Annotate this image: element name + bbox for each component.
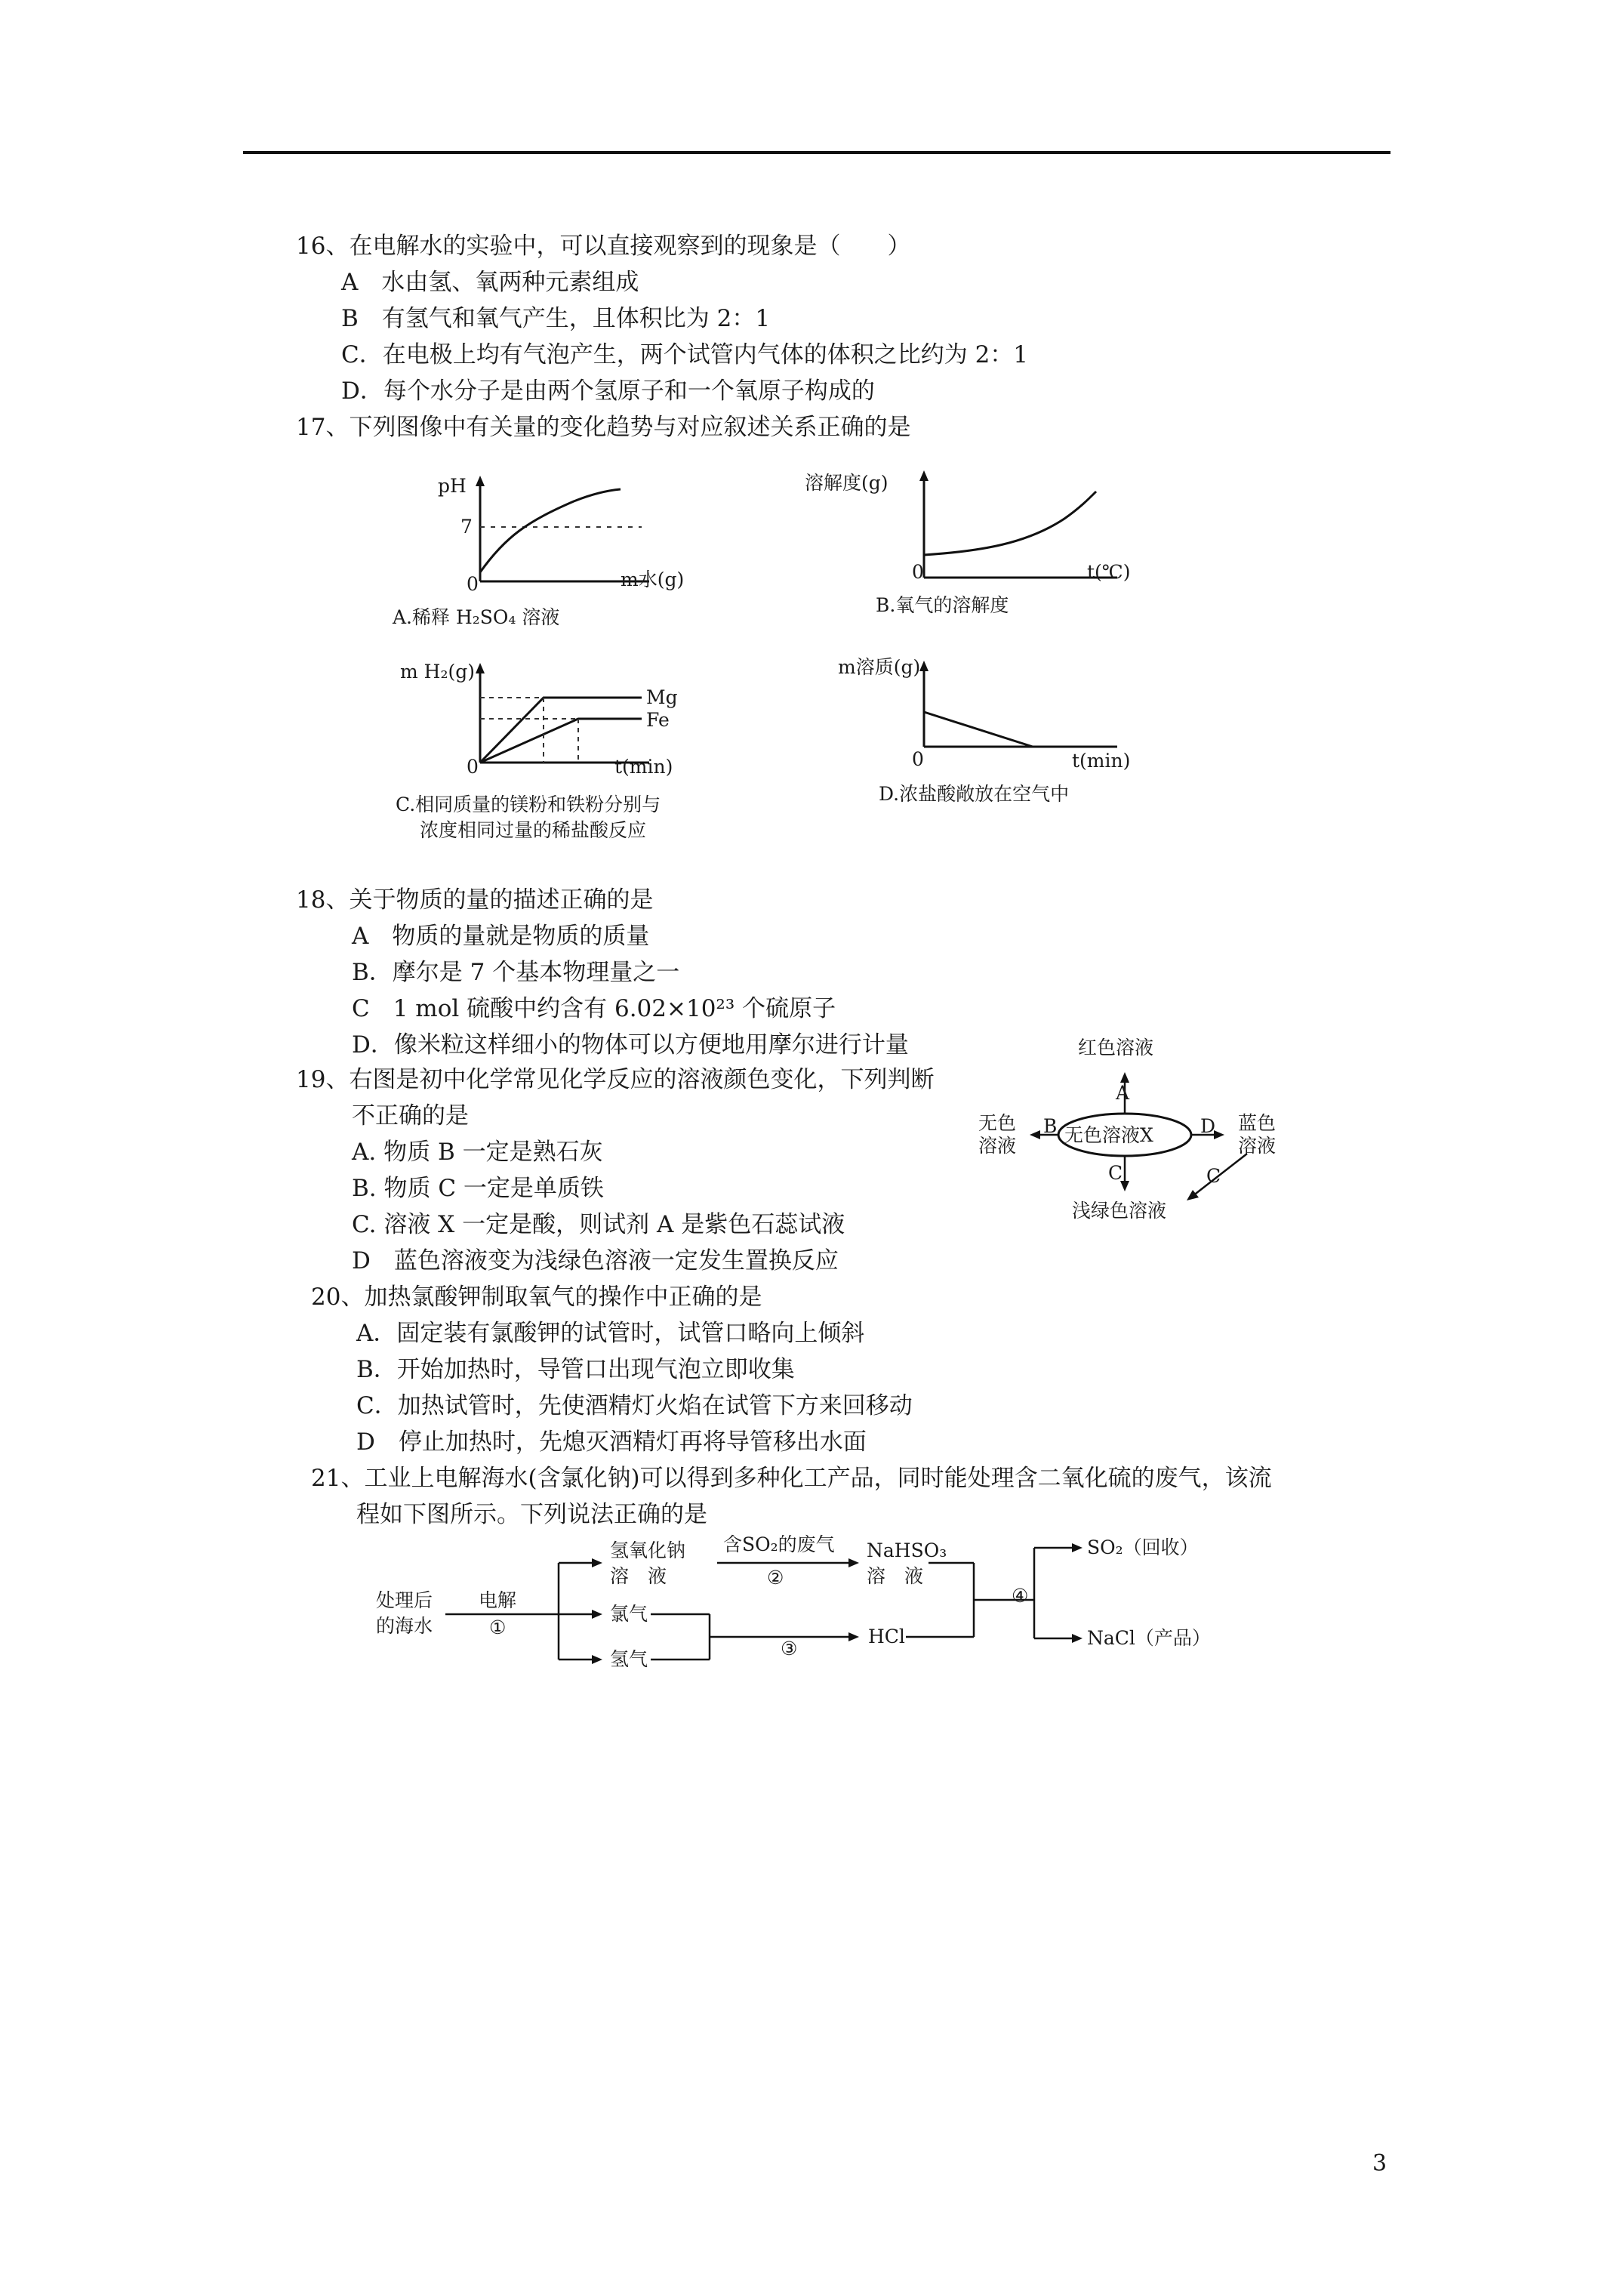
q16-option-a: A 水由氢、氧两种元素组成 xyxy=(341,269,639,296)
q19-option-b: B. 物质 C 一定是单质铁 xyxy=(352,1175,604,1202)
q20-option-a: A．固定装有氯酸钾的试管时，试管口略向上倾斜 xyxy=(356,1320,865,1347)
flow-naoh-2: 溶 液 xyxy=(610,1565,667,1587)
graph-c-origin: 0 xyxy=(467,756,479,778)
q16-option-c: C．在电极上均有气泡产生，两个试管内气体的体积之比约为 2：1 xyxy=(341,341,1029,368)
q19-stem-2: 不正确的是 xyxy=(352,1102,469,1130)
flow-so2-out: SO₂（回收） xyxy=(1087,1536,1199,1558)
diagram-top: 红色溶液 xyxy=(1078,1037,1154,1059)
flow-nahso3-2: 溶 液 xyxy=(867,1565,924,1587)
q19-option-a: A. 物质 B 一定是熟石灰 xyxy=(352,1139,603,1166)
graph-c-series-mg: Mg xyxy=(646,686,678,708)
q18-option-c: C 1 mol 硫酸中约含有 6.02×10²³ 个硫原子 xyxy=(352,995,836,1022)
graph-b-origin: 0 xyxy=(912,561,924,583)
graph-c-ylabel: m H₂(g) xyxy=(400,661,475,683)
graph-a-curve xyxy=(480,489,621,572)
graph-d-caption: D.浓盐酸敞放在空气中 xyxy=(879,783,1070,805)
q16-option-d: D．每个水分子是由两个氢原子和一个氧原子构成的 xyxy=(341,378,875,405)
diagram-right-2: 溶液 xyxy=(1238,1135,1277,1157)
q19-option-d: D 蓝色溶液变为浅绿色溶液一定发生置换反应 xyxy=(352,1247,839,1274)
q18-option-d: D．像米粒这样细小的物体可以方便地用摩尔进行计量 xyxy=(352,1031,909,1059)
flow-source-2: 的海水 xyxy=(376,1615,433,1637)
graph-b-y-arrow xyxy=(919,470,929,481)
diagram-label-d: D xyxy=(1200,1115,1216,1137)
q20-option-c: C．加热试管时，先使酒精灯火焰在试管下方来回移动 xyxy=(356,1392,913,1419)
diagram-label-c1: C xyxy=(1108,1162,1123,1184)
graph-d-origin: 0 xyxy=(912,748,924,770)
q18-option-a: A 物质的量就是物质的质量 xyxy=(352,923,650,950)
graph-b-curve xyxy=(924,492,1096,555)
graph-d-line xyxy=(924,712,1033,747)
graph-c-caption-2: 浓度相同过量的稀盐酸反应 xyxy=(420,819,647,841)
graph-a-origin: 0 xyxy=(467,573,479,595)
q20-option-b: B．开始加热时，导管口出现气泡立即收集 xyxy=(356,1356,795,1383)
q16-option-b: B 有氢气和氧气产生，且体积比为 2：1 xyxy=(341,305,771,332)
flow-nacl-out: NaCl（产品） xyxy=(1087,1627,1211,1649)
q21-stem-1: 21、工业上电解海水(含氯化钠)可以得到多种化工产品，同时能处理含二氧化硫的废气，该流 xyxy=(311,1465,1272,1492)
diagram-label-a: A xyxy=(1116,1082,1130,1104)
flow-step4-num: ④ xyxy=(1012,1585,1029,1607)
diagram-left-2: 溶液 xyxy=(978,1135,1017,1157)
graph-c-caption-1: C.相同质量的镁粉和铁粉分别与 xyxy=(396,794,661,815)
graph-c-y-arrow xyxy=(476,663,485,673)
flow-so2-gas: 含SO₂的废气 xyxy=(723,1533,835,1555)
graph-c-series-fe: Fe xyxy=(646,709,670,731)
graph-b-xlabel: t(℃) xyxy=(1087,561,1131,583)
page-number: 3 xyxy=(1372,2150,1387,2177)
graph-c-xlabel: t(min) xyxy=(614,756,673,778)
flow-nahso3-1: NaHSO₃ xyxy=(867,1539,947,1561)
q21-stem-2: 程如下图所示。下列说法正确的是 xyxy=(356,1501,707,1528)
q20-stem: 20、加热氯酸钾制取氧气的操作中正确的是 xyxy=(311,1284,762,1311)
flow-cl2: 氯气 xyxy=(610,1603,648,1625)
flow-step1-label: 电解 xyxy=(479,1589,517,1611)
graph-d-xlabel: t(min) xyxy=(1072,750,1131,772)
flow-step3-num: ③ xyxy=(781,1638,798,1660)
q18-option-b: B．摩尔是 7 个基本物理量之一 xyxy=(352,959,680,986)
graph-d-ylabel: m溶质(g) xyxy=(838,656,921,678)
flow-h2: 氢气 xyxy=(610,1648,648,1670)
graph-d-y-arrow xyxy=(919,661,929,671)
flow-source-1: 处理后 xyxy=(376,1589,433,1611)
graph-a-tick-7: 7 xyxy=(460,516,473,538)
graph-a-caption: A.稀释 H₂SO₄ 溶液 xyxy=(393,606,560,628)
diagram-center: 无色溶液X xyxy=(1064,1124,1153,1146)
q19-stem-1: 19、右图是初中化学常见化学反应的溶液颜色变化，下列判断 xyxy=(296,1066,935,1093)
diagram-right-1: 蓝色 xyxy=(1238,1112,1277,1134)
q17-stem: 17、下列图像中有关量的变化趋势与对应叙述关系正确的是 xyxy=(296,414,911,441)
q18-stem: 18、关于物质的量的描述正确的是 xyxy=(296,886,654,914)
q17-graph-b xyxy=(891,464,1178,600)
flow-hcl: HCl xyxy=(868,1626,905,1647)
diagram-left-1: 无色 xyxy=(978,1112,1017,1134)
q17-graph-d xyxy=(891,653,1178,766)
flow-step2-num: ② xyxy=(767,1567,784,1589)
q19-option-c: C. 溶液 X 一定是酸，则试剂 A 是紫色石蕊试液 xyxy=(352,1211,845,1238)
diagram-bottom: 浅绿色溶液 xyxy=(1072,1200,1167,1222)
flow-step1-num: ① xyxy=(489,1616,507,1638)
diagram-label-b: B xyxy=(1043,1115,1058,1137)
q16-stem: 16、在电解水的实验中，可以直接观察到的现象是（ ） xyxy=(296,233,911,260)
graph-b-caption: B.氧气的溶解度 xyxy=(876,594,1009,616)
graph-a-ylabel: pH xyxy=(438,475,467,497)
flow-naoh-1: 氢氧化钠 xyxy=(610,1539,686,1561)
diagram-label-c2: C xyxy=(1206,1165,1221,1187)
graph-a-y-arrow xyxy=(476,476,485,486)
q20-option-d: D 停止加热时，先熄灭酒精灯再将导管移出水面 xyxy=(356,1428,867,1456)
header-rule xyxy=(243,151,1390,154)
graph-a-xlabel: m水(g) xyxy=(621,569,685,590)
graph-b-ylabel: 溶解度(g) xyxy=(805,472,888,494)
